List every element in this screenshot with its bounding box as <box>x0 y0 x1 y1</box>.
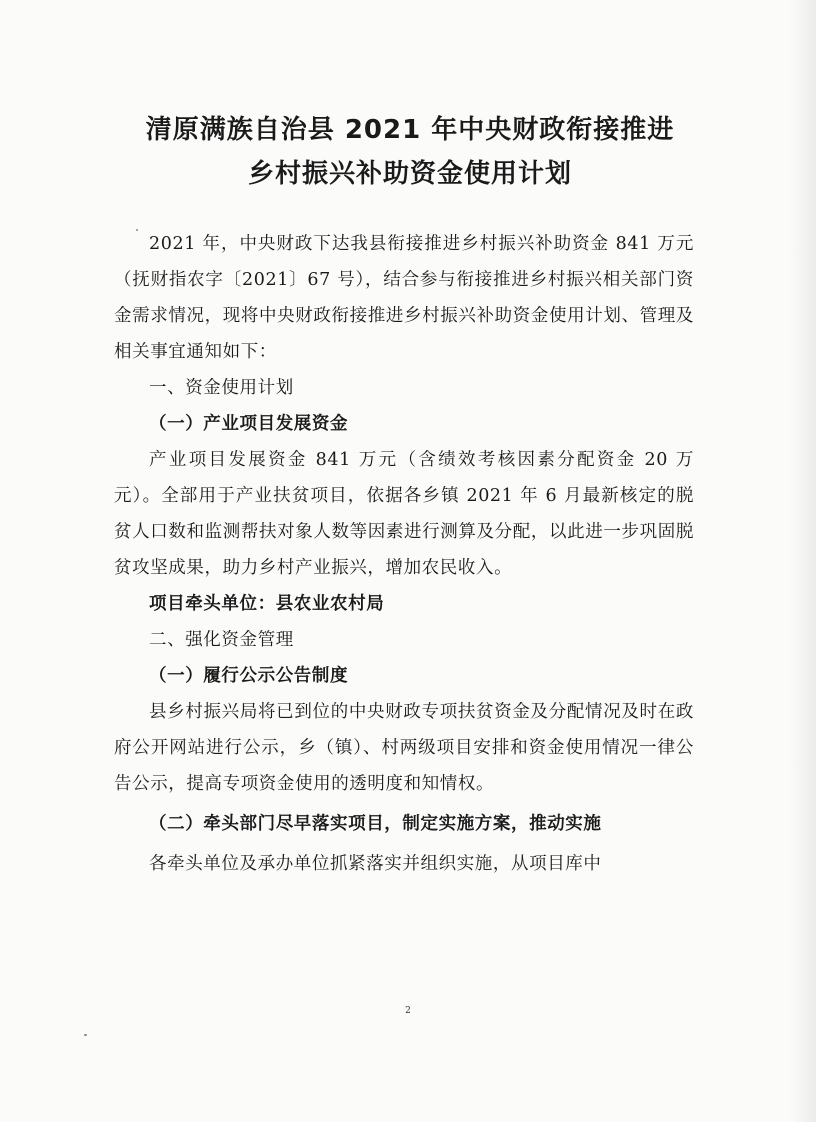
title-line-1: 清原满族自治县 2021 年中央财政衔接推进 <box>145 115 675 145</box>
scan-speck <box>136 229 138 231</box>
section-2-heading: 二、强化资金管理 <box>149 630 294 650</box>
scan-edge-shadow <box>790 0 816 1122</box>
document-body <box>114 226 694 882</box>
section-2-subheading-1: （一）履行公示公告制度 <box>149 666 349 686</box>
intro-paragraph: 2021 年，中央财政下达我县衔接推进乡村振兴补助资金 841 万元（抚财指农字〔2021〕67 号），结合参与衔接推进乡村振兴相关部门资金需求情况，现将中央财政衔接推进乡村振兴补助资金使用计划、管理及相关事宜通知如下： <box>114 234 694 362</box>
title-line-2: 乡村振兴补助资金使用计划 <box>247 159 572 189</box>
section-2-subheading-2: （二）牵头部门尽早落实项目，制定实施方案，推动实施 <box>149 814 602 834</box>
page-number: 2 <box>405 1006 411 1016</box>
section-1-paragraph-1: 产业项目发展资金 841 万元（含绩效考核因素分配资金 20 万元）。全部用于产业扶贫项目，依据各乡镇 2021 年 6 月最新核定的脱贫人口数和监测帮扶对象人数等因素进行测算及分配，以此进一步巩固脱贫攻坚成果，助力乡村产业振兴，增加农民收入。 <box>114 450 694 578</box>
document-title <box>60 108 760 196</box>
section-1-subheading-1: （一）产业项目发展资金 <box>149 414 349 434</box>
section-2-paragraph-2: 各牵头单位及承办单位抓紧落实并组织实施，从项目库中 <box>149 854 602 874</box>
section-2-paragraph-1: 县乡村振兴局将已到位的中央财政专项扶贫资金及分配情况及时在政府公开网站进行公示，乡（镇）、村两级项目安排和资金使用情况一律公告公示，提高专项资金使用的透明度和知情权。 <box>114 702 694 794</box>
section-1-heading: 一、资金使用计划 <box>149 378 294 398</box>
scan-speck <box>84 1034 87 1036</box>
lead-unit-line: 项目牵头单位：县农业农村局 <box>149 594 385 614</box>
